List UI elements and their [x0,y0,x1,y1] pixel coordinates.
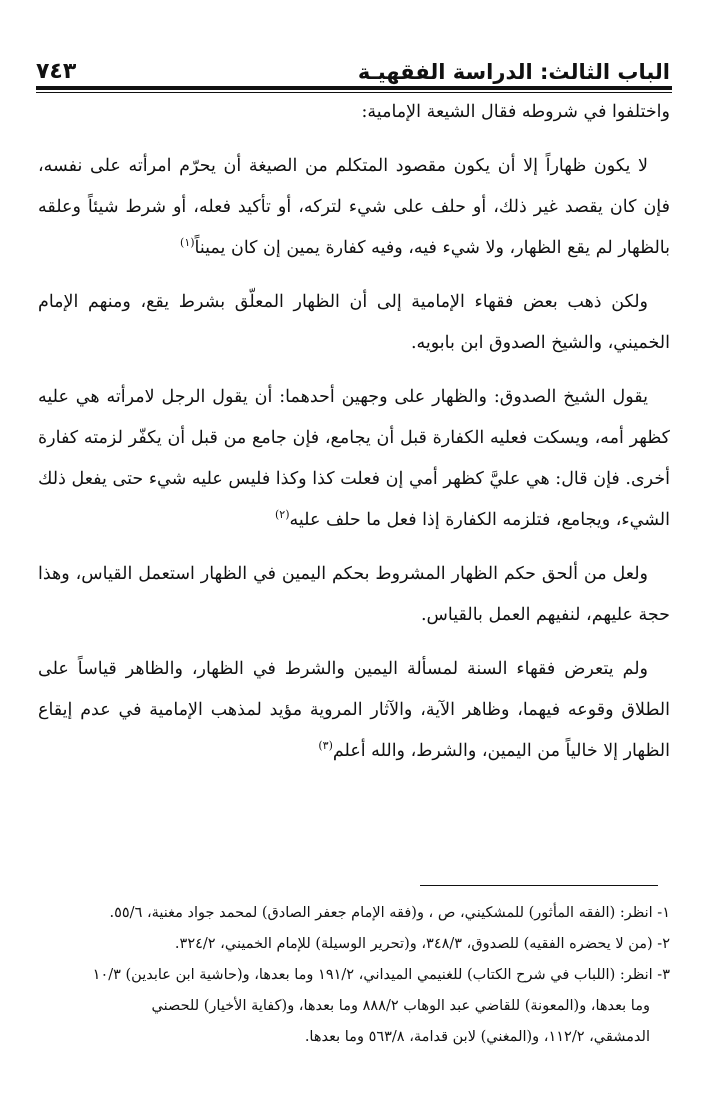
footnote-ref-2: (٢) [275,508,290,522]
footnote-3-continuation-2: الدمشقي، ١١٢/٢، و(المغني) لابن قدامة، ٥٦٣/٨ وما بعدها. [304,1029,650,1045]
main-text [38,92,670,785]
paragraph-6-text: ولم يتعرض فقهاء السنة لمسألة اليمين والشرط في الظهار، والظاهر قياساً على الطلاق وقوعه فيهما، وظاهر الآية، والآثار المروية مؤيد لمذهب الإمامية في عدم إيقاع الظهار إلا خالياً من اليمين، والشرط، والله أعلم [38,659,670,761]
paragraph-5: ولعل من ألحق حكم الظهار المشروط بحكم اليمين في الظهار استعمل القياس، وهذا حجة عليهم، لنفيهم العمل بالقياس. [38,564,670,625]
header-rule-thick [36,86,672,90]
page-number: ٧٤٣ [36,59,77,84]
paragraph-2-text: لا يكون ظهاراً إلا أن يكون مقصود المتكلم من الصيغة أن يحرّم امرأته على نفسه، فإن كان يقصد غير ذلك، أو حلف على شيء لتركه، أو تأكيد فعله، أو شرط شيئاً وعلقه بالظهار لم يقع الظهار، ولا شيء فيه، وفيه كفارة يمين إن كان يميناً [38,156,670,258]
paragraph-2 [38,146,670,269]
footnote-ref-1: (١) [180,236,195,250]
footnote-3: ٣- انظر: (اللباب في شرح الكتاب) للغنيمي الميداني، ١٩١/٢ وما بعدها، و(حاشية ابن عابدين) ١٠/٣ [92,967,670,983]
paragraph-4 [38,377,670,541]
footnote-2: ٢- (من لا يحضره الفقيه) للصدوق، ٣٤٨/٣، و(تحرير الوسيلة) للإمام الخميني، ٣٢٤/٢. [174,936,670,952]
page-header [36,48,670,84]
paragraph-1: واختلفوا في شروطه فقال الشيعة الإمامية: [361,102,670,122]
paragraph-6 [38,649,670,772]
paragraph-3: ولكن ذهب بعض فقهاء الإمامية إلى أن الظهار المعلّق بشرط يقع، ومنهم الإمام الخميني، والشيخ الصدوق ابن بابويه. [38,292,670,353]
footnote-separator [420,885,658,886]
chapter-title: الباب الثالث: الدراسة الفقهيـة [357,60,670,84]
footnote-1: ١- انظر: (الفقه المأثور) للمشكيني، ص ، و(فقه الإمام جعفر الصادق) لمحمد جواد مغنية، ٥٥/٦. [109,905,670,921]
footnote-3-continuation-1: وما بعدها، و(المعونة) للقاضي عبد الوهاب ٨٨٨/٢ وما بعدها، و(كفاية الأخيار) للحصني [151,998,650,1014]
paragraph-4-text: يقول الشيخ الصدوق: والظهار على وجهين أحدهما: أن يقول الرجل لامرأته هي عليه كظهر أمه، ويسكت فعليه الكفارة قبل أن يجامع، فإن جامع من قبل أن يكفّر لزمته كفارة أخرى. فإن قال: هي عليَّ كظهر أمي إن فعلت كذا وكذا فليس عليه شيء حتى يفعل ذلك الشيء، ويجامع، فتلزمه الكفارة إذا فعل ما حلف عليه [38,387,670,530]
footnotes [36,898,670,1053]
footnote-ref-3: (٣) [318,739,333,753]
